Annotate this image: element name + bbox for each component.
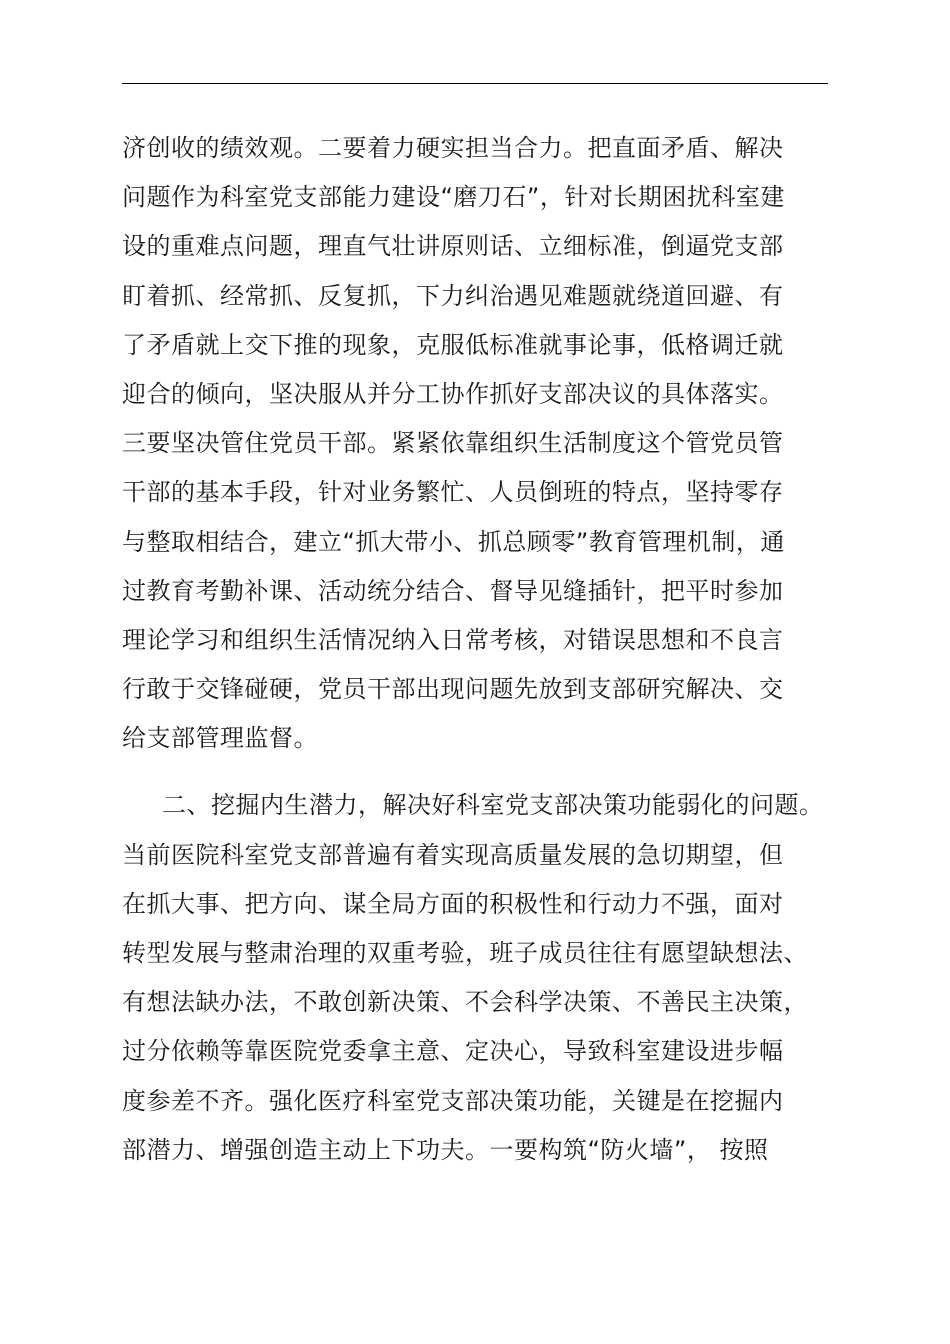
text-line: 与整取相结合，建立“抓大带小、抓总顾零”教育管理机制，通 [122, 527, 785, 556]
header-rule [122, 83, 828, 84]
text-line: 济创收的绩效观。二要着力硬实担当合力。把直面矛盾、解决 [122, 134, 784, 162]
text-line: 有想法缺办法，不敢创新决策、不会科学决策、不善民主决策， [122, 988, 808, 1017]
text-line: 迎合的倾向，坚决服从并分工协作抓好支部决议的具体落实。 [122, 379, 784, 408]
paragraph-gap [122, 763, 862, 781]
text-line: 干部的基本手段，针对业务繁忙、人员倒班的特点，坚持零存 [122, 478, 784, 507]
text-line: 度参差不齐。强化医疗科室党支部决策功能，关键是在挖掘内 [122, 1086, 784, 1115]
section-heading-line: 二、挖掘内生潜力，解决好科室党支部决策功能弱化的问题。 [162, 791, 824, 820]
text-line: 在抓大事、把方向、谋全局方面的积极性和行动力不强，面对 [122, 889, 784, 918]
text-line: 盯着抓、经常抓、反复抓，下力纠治遇见难题就绕道回避、有 [122, 281, 784, 310]
text-line: 当前医院科室党支部普遍有着实现高质量发展的急切期望，但 [122, 840, 784, 869]
text-line: 给支部管理监督。 [122, 724, 318, 753]
text-line: 转型发展与整肃治理的双重考验，班子成员往往有愿望缺想法、 [122, 939, 808, 967]
text-line: 了矛盾就上交下推的现象，克服低标准就事论事，低格调迁就 [122, 330, 784, 359]
text-line: 三要坚决管住党员干部。紧紧依靠组织生活制度这个管党员管 [122, 429, 784, 458]
body-text [122, 124, 862, 1175]
text-line: 行敢于交锋碰硬，党员干部出现问题先放到支部研究解决、交 [122, 675, 784, 704]
text-line: 问题作为科室党支部能力建设“磨刀石”，针对长期困扰科室建 [122, 183, 785, 212]
text-line: 过分依赖等靠医院党委拿主意、定决心，导致科室建设进步幅 [122, 1037, 784, 1066]
text-line: 过教育考勤补课、活动统分结合、督导见缝插针，把平时参加 [122, 576, 784, 605]
text-line: 设的重难点问题，理直气壮讲原则话、立细标准，倒逼党支部 [122, 232, 784, 261]
text-line: 部潜力、增强创造主动上下功夫。一要构筑“防火墙”， 按照 [122, 1135, 769, 1164]
text-line: 理论学习和组织生活情况纳入日常考核，对错误思想和不良言 [122, 625, 784, 654]
